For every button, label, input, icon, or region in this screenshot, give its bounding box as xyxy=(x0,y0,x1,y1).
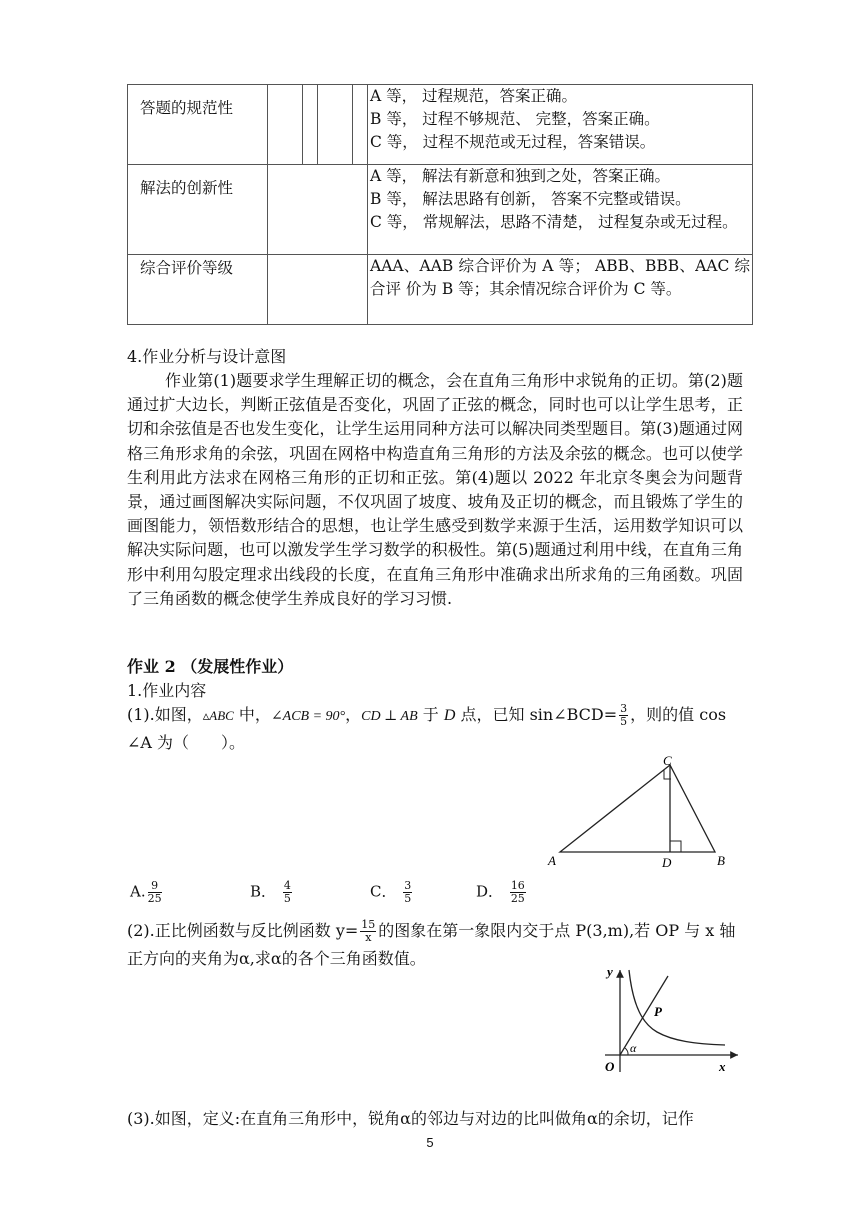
fraction: $\frac{15}{x}$ xyxy=(361,918,376,944)
description-cell: A 等， 过程规范，答案正确。 B 等， 过程不够规范、 完整，答案正确。 C 等， 过程不规范或无过程，答案错误。 xyxy=(368,85,753,165)
question-1: (1).如图，▵ABC 中，∠ACB = 90°，CD ⊥ AB 于 D 点，已知 sin∠BCD= $\frac{3}{5}$ ，则的值 cos ∠A 为（ ）。 xyxy=(127,702,727,752)
criterion-cell: 答题的规范性 xyxy=(128,85,268,165)
option-d: D． $\frac{16}{25}$ xyxy=(476,879,525,905)
option-b: B． $\frac{4}{5}$ xyxy=(250,879,291,905)
axis-label-y: y xyxy=(607,964,613,979)
vertex-label-b: B xyxy=(717,853,725,868)
section-heading: 4.作业分析与设计意图 xyxy=(127,347,287,366)
criterion-cell: 综合评价等级 xyxy=(128,255,268,325)
description-cell: A 等， 解法有新意和独到之处，答案正确。 B 等， 解法思路有创新， 答案不完整或错误。 C 等， 常规解法，思路不清楚， 过程复杂或无过程。 xyxy=(368,165,753,255)
vertex-label-c: C xyxy=(663,755,672,768)
vertex-label-a: A xyxy=(548,853,556,868)
table-row xyxy=(128,85,753,165)
fraction: $\frac{3}{5}$ xyxy=(620,702,628,728)
rubric-table xyxy=(127,84,753,325)
analysis-paragraph: 作业第(1)题要求学生理解正切的概念，会在直角三角形中求锐角的正切。第(2)题通过扩大边长，判断正弦值是否变化，巩固了正弦的概念，同时也可以让学生思考，正切和余弦值是否也发生变化，让学生运用同种方法可以解决同类型题目。第(3)题通过网格三角形求角的余弦，巩固在网格中构造直角三角形的方法及余弦的概念。也可以使学生利用此方法求在网格三角形的正切和正弦。第(4)题以 2022 年北京冬奥会为问题背景，通过画图解决实际问题，不仅巩固了坡度、坡角及正切的概念，而且锻炼了学生的画图能力，领悟数形结合的思想，也让学生感受到数学来源于生活，运用数学知识可以解决实际问题，也可以激发学生学习数学的积极性。第(5)题通过利用中线，在直角三角形中利用勾股定理求出线段的长度，在直角三角形中准确求出所求角的三角函数。巩固了三角函数的概念使学生养成良好的学习习惯. xyxy=(127,371,743,608)
option-a: A. $\frac{9}{25}$ xyxy=(130,879,162,905)
homework-subtitle: 1.作业内容 xyxy=(127,681,207,700)
point-label-p: P xyxy=(654,1004,662,1019)
criterion-cell: 解法的创新性 xyxy=(128,165,268,255)
question-2: (2).正比例函数与反比例函数 y= $\frac{15}{x}$ 的图象在第一象限内交于点 P(3,m),若 OP 与 x 轴 正方向的夹角为α,求α的各个三角函数值。 xyxy=(127,918,736,968)
homework-title: 作业 2 （发展性作业） xyxy=(127,657,294,676)
angle-label-alpha: α xyxy=(630,1041,637,1055)
axis-label-x: x xyxy=(719,1059,726,1074)
table-row xyxy=(128,165,753,255)
origin-label: O xyxy=(605,1059,615,1074)
page-number: 5 xyxy=(426,1135,434,1150)
option-c: C． $\frac{3}{5}$ xyxy=(370,879,412,905)
table-row xyxy=(128,255,753,325)
description-cell: AAA、AAB 综合评价为 A 等； ABB、BBB、AAC 综合评 价为 B 等；其余情况综合评价为 C 等。 xyxy=(368,255,753,325)
function-graph-figure xyxy=(595,962,745,1080)
triangle-figure xyxy=(545,755,745,870)
vertex-label-d: D xyxy=(662,855,672,870)
question-3: (3).如图，定义:在直角三角形中，锐角α的邻边与对边的比叫做角α的余切，记作 xyxy=(127,1109,694,1128)
